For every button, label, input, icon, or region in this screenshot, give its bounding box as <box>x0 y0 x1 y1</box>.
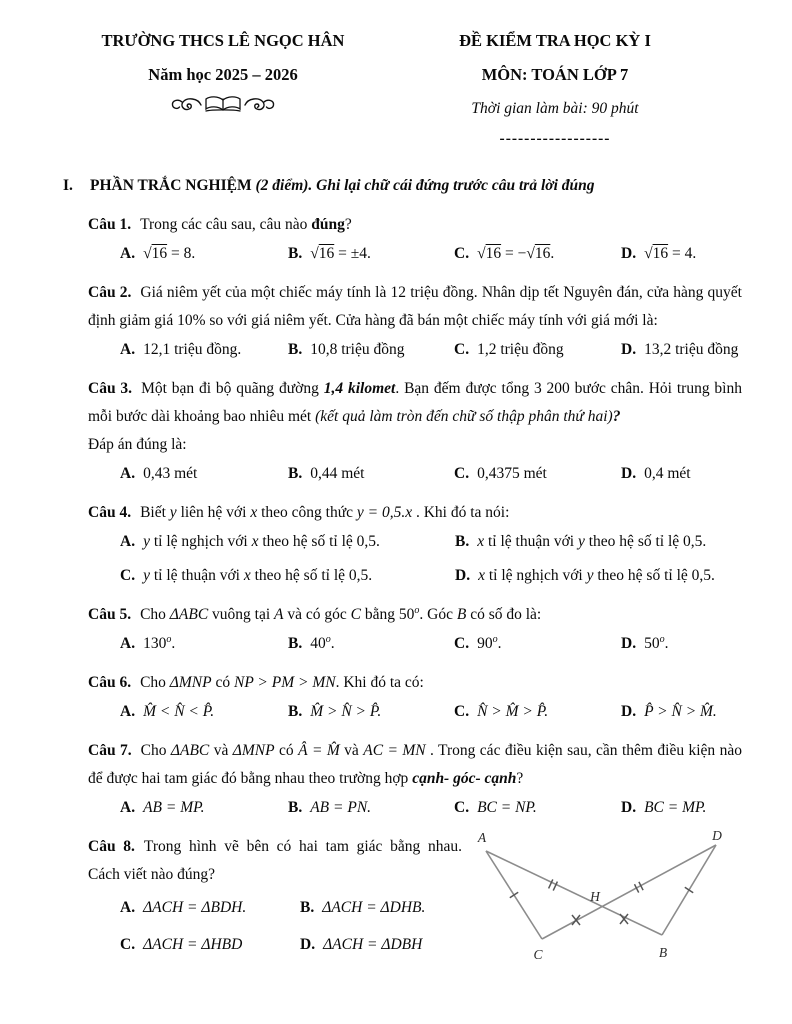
option-key: D. <box>621 799 637 816</box>
question-4 <box>88 499 742 590</box>
question-5-text <box>88 601 742 629</box>
option-key: A. <box>120 899 136 916</box>
question-8-text <box>88 833 462 861</box>
option-key: D. <box>621 245 637 262</box>
figure-label-h: H <box>590 889 600 904</box>
question-4-body: Biết y liên hệ với x theo công thức y = 0,5.x . Khi đó ta nói: <box>140 504 510 521</box>
question-1-label: Câu 1. <box>88 216 132 233</box>
option-key: C. <box>454 703 470 720</box>
exam-subject: MÔN: TOÁN LỚP 7 <box>481 65 629 84</box>
question-3 <box>88 375 742 488</box>
header-right <box>402 24 708 152</box>
option-key: C. <box>120 567 136 584</box>
option-key: C. <box>120 936 136 953</box>
option-b <box>288 336 454 364</box>
question-7-options <box>88 794 742 822</box>
option-a <box>120 460 288 488</box>
option-d <box>300 931 462 959</box>
question-8-body: Trong hình vẽ bên có hai tam giác bằng nhau. <box>143 838 462 855</box>
option-text: 0,44 mét <box>310 465 365 482</box>
figure-tick-marks <box>510 879 693 925</box>
option-text: 13,2 triệu đồng <box>644 341 739 358</box>
option-key: B. <box>300 899 315 916</box>
option-c <box>120 931 300 959</box>
option-text: 130$^o$. <box>143 633 176 652</box>
option-text: x tỉ lệ nghịch với y theo hệ số tỉ lệ 0,5. <box>478 567 715 584</box>
question-1-options <box>88 240 742 268</box>
option-key: C. <box>454 635 470 652</box>
question-4-label: Câu 4. <box>88 504 132 521</box>
question-3-body2: Đáp án đúng là: <box>88 436 187 453</box>
option-c <box>454 630 621 658</box>
option-key: A. <box>120 703 136 720</box>
option-text: ΔACH = ΔDBH <box>323 936 423 953</box>
question-1-text <box>88 211 742 239</box>
option-key: B. <box>288 703 303 720</box>
option-a <box>120 240 288 268</box>
option-text: 40$^o$. <box>310 633 335 652</box>
option-d <box>621 336 742 364</box>
question-2-body: Giá niêm yết của một chiếc máy tính là 12 triệu đồng. Nhân dịp tết Nguyên đán, cửa hàng quyết định giảm giá 10% so với giá niêm yết. Cửa hàng đã bán một chiếc máy tính với giá mới là: <box>88 284 742 329</box>
question-3-text <box>88 375 742 431</box>
option-text: M̂ < N̂ < P̂. <box>143 703 215 720</box>
right-swirl <box>245 99 274 110</box>
left-swirl <box>172 99 201 110</box>
figure-label-a: A <box>477 830 487 845</box>
option-text: 0,4375 mét <box>477 465 547 482</box>
option-key: A. <box>120 799 136 816</box>
question-8-text-col <box>88 833 462 959</box>
option-key: D. <box>621 703 637 720</box>
option-text: AB = MP. <box>143 799 205 816</box>
option-text: N̂ > M̂ > P̂. <box>477 703 549 720</box>
option-c <box>454 698 621 726</box>
option-text: √16 = ±4. <box>310 245 371 262</box>
option-a <box>120 894 300 922</box>
figure-label-d: D <box>712 828 722 843</box>
option-b <box>288 460 454 488</box>
question-5-options <box>88 630 742 658</box>
option-text: 10,8 triệu đồng <box>310 341 405 358</box>
option-d <box>455 562 742 590</box>
question-8-label: Câu 8. <box>88 838 135 855</box>
header-left <box>58 24 388 152</box>
question-4-text <box>88 499 742 527</box>
option-c <box>454 794 621 822</box>
exam-duration: Thời gian làm bài: 90 phút <box>471 100 639 117</box>
option-key: D. <box>300 936 316 953</box>
section-subtitle: (2 điểm). Ghi lại chữ cái đứng trước câu trả lời đúng <box>255 177 595 194</box>
question-1 <box>88 211 742 268</box>
option-key: A. <box>120 533 136 550</box>
question-3-label: Câu 3. <box>88 380 133 397</box>
option-key: B. <box>288 341 303 358</box>
option-a <box>120 336 288 364</box>
option-text: M̂ > N̂ > P̂. <box>310 703 382 720</box>
option-c <box>454 240 621 268</box>
question-8-options <box>88 894 462 959</box>
option-c <box>120 562 455 590</box>
option-text: 50$^o$. <box>644 633 669 652</box>
question-7-label: Câu 7. <box>88 742 132 759</box>
exam-title: ĐỀ KIỂM TRA HỌC KỲ I <box>459 31 651 50</box>
option-text: √16 = 4. <box>644 245 697 262</box>
option-text: √16 = 8. <box>143 245 196 262</box>
figure-label-c: C <box>533 947 543 962</box>
question-4-options <box>88 528 742 590</box>
book-ornament-icon <box>168 94 278 116</box>
option-d <box>621 630 742 658</box>
question-3-options <box>88 460 742 488</box>
question-8-body2: Cách viết nào đúng? <box>88 866 215 883</box>
question-6-body: Cho ΔMNP có NP > PM > MN. Khi đó ta có: <box>140 674 424 691</box>
option-b <box>288 630 454 658</box>
ornament <box>58 92 388 118</box>
question-2 <box>88 279 742 364</box>
option-c <box>454 336 621 364</box>
option-text: 0,4 mét <box>644 465 691 482</box>
option-key: A. <box>120 341 136 358</box>
option-text: ΔACH = ΔHBD <box>143 936 243 953</box>
option-d <box>621 794 742 822</box>
question-1-body: Trong các câu sau, câu nào đúng? <box>140 216 352 233</box>
option-a <box>120 528 455 556</box>
option-text: BC = MP. <box>644 799 707 816</box>
triangles-figure <box>466 825 738 967</box>
section-heading <box>63 172 740 200</box>
option-key: A. <box>120 245 136 262</box>
question-6-options <box>88 698 742 726</box>
section-numeral: I. <box>63 177 73 194</box>
option-key: D. <box>621 635 637 652</box>
figure-lines <box>486 845 716 939</box>
option-text: y tỉ lệ nghịch với x theo hệ số tỉ lệ 0,5. <box>143 533 380 550</box>
question-6 <box>88 669 742 726</box>
option-text: AB = PN. <box>310 799 372 816</box>
option-b <box>288 794 454 822</box>
option-text: 12,1 triệu đồng. <box>143 341 242 358</box>
option-key: C. <box>454 341 470 358</box>
option-d <box>621 240 742 268</box>
option-text: 0,43 mét <box>143 465 198 482</box>
option-key: A. <box>120 635 136 652</box>
option-text: BC = NP. <box>477 799 537 816</box>
header-divider: ------------------ <box>499 130 611 147</box>
header <box>0 0 792 152</box>
question-5-body: Cho ΔABC vuông tại A và có góc C bằng 50$^o$. Góc B có số đo là: <box>140 604 542 623</box>
option-d <box>621 698 742 726</box>
question-8-row <box>88 828 742 967</box>
question-3-body: Một bạn đi bộ quãng đường 1,4 kilomet. Bạn đếm được tổng 3 200 bước chân. Hỏi trung bình mỗi bước dài khoảng bao nhiêu mét (kết quả làm tròn đến chữ số thập phân thứ hai)? <box>88 380 742 425</box>
option-b <box>300 894 462 922</box>
option-text: y tỉ lệ thuận với x theo hệ số tỉ lệ 0,5. <box>143 567 373 584</box>
option-a <box>120 630 288 658</box>
option-key: D. <box>621 341 637 358</box>
option-key: D. <box>455 567 471 584</box>
option-text: ΔACH = ΔDHB. <box>322 899 426 916</box>
option-key: B. <box>288 799 303 816</box>
question-6-label: Câu 6. <box>88 674 132 691</box>
option-b <box>455 528 742 556</box>
option-key: B. <box>455 533 470 550</box>
option-d <box>621 460 742 488</box>
question-7-text <box>88 737 742 793</box>
question-8 <box>88 828 742 967</box>
option-key: A. <box>120 465 136 482</box>
option-text: 90$^o$. <box>477 633 502 652</box>
question-6-text <box>88 669 742 697</box>
option-key: B. <box>288 245 303 262</box>
figure-label-b: B <box>658 945 668 960</box>
option-text: √16 = −√16. <box>477 245 555 262</box>
option-key: B. <box>288 465 303 482</box>
school-year: Năm học 2025 – 2026 <box>148 65 298 84</box>
section-title: PHẦN TRẮC NGHIỆM <box>90 177 256 194</box>
question-7-body: Cho ΔABC và ΔMNP có Â = M̂ và AC = MN . Trong các điều kiện sau, cần thêm điều kiện nào để được hai tam giác đó bằng nhau theo trường hợp cạnh- góc- cạnh? <box>88 742 742 787</box>
option-b <box>288 240 454 268</box>
question-2-options <box>88 336 742 364</box>
question-2-text <box>88 279 742 335</box>
option-key: C. <box>454 245 470 262</box>
option-text: x tỉ lệ thuận với y theo hệ số tỉ lệ 0,5. <box>477 533 707 550</box>
question-2-label: Câu 2. <box>88 284 132 301</box>
school-name: TRƯỜNG THCS LÊ NGỌC HÂN <box>101 31 345 50</box>
question-5 <box>88 601 742 658</box>
option-text: 1,2 triệu đồng <box>477 341 564 358</box>
question-5-label: Câu 5. <box>88 606 132 623</box>
option-key: C. <box>454 465 470 482</box>
option-key: B. <box>288 635 303 652</box>
option-key: D. <box>621 465 637 482</box>
question-7 <box>88 737 742 822</box>
option-text: ΔACH = ΔBDH. <box>143 899 247 916</box>
option-a <box>120 794 288 822</box>
option-key: C. <box>454 799 470 816</box>
option-a <box>120 698 288 726</box>
option-b <box>288 698 454 726</box>
option-text: P̂ > N̂ > M̂. <box>644 703 717 720</box>
option-c <box>454 460 621 488</box>
